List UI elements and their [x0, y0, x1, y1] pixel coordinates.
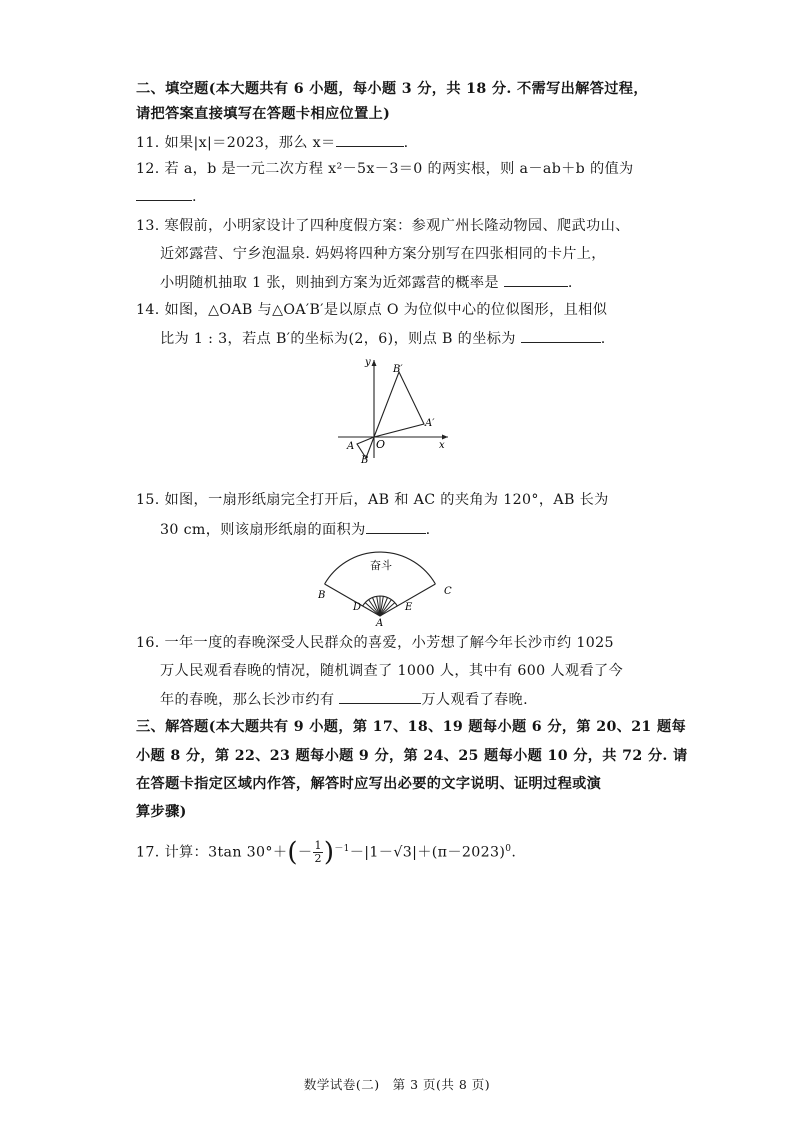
label-y: y [365, 357, 371, 368]
fraction-one-half [313, 840, 322, 865]
label-fan-c: C [444, 586, 452, 597]
section2-heading-line2: 请把答案直接填写在答题卡相应位置上) [136, 106, 391, 122]
question-15-end: . [425, 522, 431, 538]
label-x: x [439, 440, 445, 451]
answer-blank-15 [366, 519, 426, 534]
section3-heading-line1: 三、解答题(本大题共有 9 小题，第 17、18、19 题每小题 6 分，第 20、21 题每 [136, 719, 687, 735]
question-15-line2 [160, 519, 431, 540]
answer-blank-12 [136, 186, 192, 201]
label-fan-e: E [405, 602, 413, 613]
question-14-end: . [600, 331, 606, 347]
fraction-numerator: 1 [314, 839, 322, 853]
label-b-prime: B′ [393, 364, 403, 375]
question-12-line2 [136, 186, 197, 207]
question-14-line2 [160, 328, 606, 349]
fan-inscription: 奋斗 [370, 559, 392, 572]
x-axis-arrow [442, 435, 448, 440]
question-11 [136, 132, 408, 153]
question-11-end: . [403, 135, 409, 151]
section3-heading-line2: 小题 8 分，第 22、23 题每小题 9 分，第 24、25 题每小题 10 分，共 72 分. 请 [136, 748, 688, 764]
question-16-line1: 16. 一年一度的春晚深受人民群众的喜爱，小芳想了解今年长沙市约 1025 [136, 635, 614, 651]
question-17-end: . [511, 844, 517, 861]
similar-triangles-figure [330, 352, 455, 464]
question-12-end: . [192, 189, 197, 205]
paren-close: ) [323, 837, 335, 868]
label-fan-d: D [353, 602, 362, 613]
paren-open: ( [287, 837, 298, 868]
section2-heading-line1: 二、填空题(本大题共有 6 小题，每小题 3 分，共 18 分. 不需写出解答过程， [136, 81, 648, 97]
question-17 [136, 836, 516, 866]
question-17-middle: －|1－√3|＋(π－2023) [349, 844, 506, 861]
label-origin: O [376, 438, 386, 451]
question-13-end: . [567, 275, 573, 291]
section3-heading-line4: 算步骤) [136, 804, 187, 820]
answer-blank-14 [521, 328, 601, 343]
exponent-neg1: －1 [334, 844, 350, 854]
y-axis-arrow [372, 360, 377, 366]
label-a-prime: A′ [425, 418, 435, 429]
question-15-line1: 15. 如图，一扇形纸扇完全打开后，AB 和 AC 的夹角为 120°，AB 长为 [136, 492, 609, 508]
question-17-prefix: 17. 计算：3tan 30°＋ [136, 844, 288, 861]
question-16-line3-end: 万人观看了春晚. [421, 692, 528, 708]
fan-figure [318, 542, 468, 628]
page-footer: 数学试卷(二) 第 3 页(共 8 页) [303, 1077, 491, 1092]
question-14-line1: 14. 如图，△OAB 与△OA′B′是以原点 O 为位似中心的位似图形，且相似 [136, 302, 608, 318]
section3-heading-line3: 在答题卡指定区域内作答，解答时应写出必要的文字说明、证明过程或演 [136, 776, 602, 792]
question-13-line2: 近郊露营、宁乡泡温泉. 妈妈将四种方案分别写在四张相同的卡片上， [160, 246, 606, 262]
question-13-line3-text: 小明随机抽取 1 张，则抽到方案为近郊露营的概率是 [160, 275, 499, 291]
question-15-line2-text: 30 cm，则该扇形纸扇的面积为 [160, 522, 366, 538]
question-16-line3-start: 年的春晚，那么长沙市约有 [160, 692, 335, 708]
fraction-denominator: 2 [314, 852, 322, 866]
question-11-text: 11. 如果|x|＝2023，那么 x＝ [136, 135, 336, 151]
answer-blank-13 [504, 272, 568, 287]
answer-blank-11 [336, 132, 404, 147]
minus-sign: － [297, 844, 313, 861]
label-b: B [361, 455, 369, 464]
question-12-line1: 12. 若 a，b 是一元二次方程 x²－5x－3＝0 的两实根，则 a－ab＋b 的值为 [136, 161, 634, 177]
triangle-oa2b2 [374, 372, 424, 437]
question-16-line3 [160, 689, 528, 710]
label-fan-b: B [318, 590, 326, 601]
answer-blank-16 [339, 689, 421, 704]
question-14-line2-text: 比为 1 : 3，若点 B′的坐标为(2，6)，则点 B 的坐标为 [160, 331, 516, 347]
question-13-line3 [160, 272, 573, 293]
label-fan-a: A [376, 618, 384, 628]
label-a: A [347, 441, 355, 452]
question-13-line1: 13. 寒假前，小明家设计了四种度假方案：参观广州长隆动物园、爬武功山、 [136, 218, 630, 234]
question-16-line2: 万人民观看春晚的情况，随机调查了 1000 人，其中有 600 人观看了今 [160, 663, 624, 679]
exponent-zero: 0 [505, 844, 512, 854]
